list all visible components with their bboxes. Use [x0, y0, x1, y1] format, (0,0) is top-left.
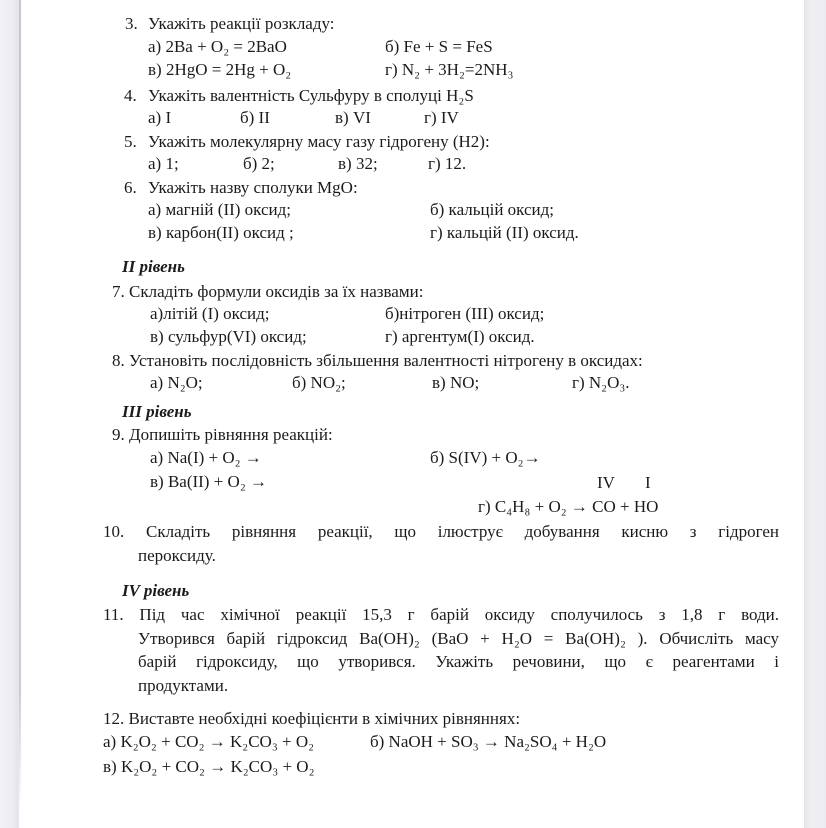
- question-8-option-v: в) NO;: [432, 373, 480, 392]
- question-4-title: Укажіть валентність Сульфуру в сполуці H₂S: [148, 86, 474, 105]
- question-8-option-g: г) N₂O₃.: [572, 373, 630, 392]
- question-3-option-g: г) N₂ + 3H₂=2NH₃: [385, 60, 514, 79]
- question-3-number: 3.: [125, 14, 138, 33]
- question-4-number: 4.: [124, 86, 137, 105]
- question-11-line-4: продуктами.: [138, 676, 229, 695]
- question-9-option-a: а) Na(I) + O₂ →: [150, 448, 262, 467]
- question-10-line-1: 10. Складіть рівняння реакції, що ілюструє добування кисню з гідроген: [103, 522, 779, 541]
- question-12-option-b: б) NaOH + SO₃ → Na₂SO₄ + H₂O: [370, 732, 607, 751]
- question-9-title: 9. Допишіть рівняння реакцій:: [112, 425, 333, 444]
- question-9-valence-i: I: [645, 473, 651, 492]
- question-12-title: 12. Виставте необхідні коефіцієнти в хімічних рівняннях:: [103, 709, 521, 728]
- level-4-heading: IV рівень: [122, 581, 190, 600]
- question-4-option-v: в) VI: [335, 108, 371, 127]
- question-3-option-b: б) Fe + S = FeS: [385, 37, 493, 56]
- question-12-option-v: в) K₂O₂ + CO₂ → K₂CO₃ + O₂: [103, 757, 315, 776]
- question-11-line-3: барій гідроксиду, що утворився. Укажіть речовини, що є реагентами і: [138, 652, 779, 671]
- question-4-option-g: г) IV: [424, 108, 459, 127]
- question-7-option-b: б)нітроген (III) оксид;: [385, 304, 545, 323]
- question-5-option-b: б) 2;: [243, 154, 275, 173]
- left-page-edge: [0, 0, 19, 828]
- question-9-option-g: г) C₄H₈ + O₂ → CO + HO: [478, 497, 659, 516]
- question-9-valence-iv: IV: [597, 473, 615, 492]
- question-8-title: 8. Установіть послідовність збільшення валентності нітрогену в оксидах:: [112, 351, 643, 370]
- question-7-option-v: в) сульфур(VI) оксид;: [150, 327, 307, 346]
- question-4-option-a: а) I: [148, 108, 172, 127]
- question-12-option-a: а) K₂O₂ + CO₂ → K₂CO₃ + O₂: [103, 732, 315, 751]
- question-6-title: Укажіть назву сполуки MgO:: [148, 178, 358, 197]
- question-7-option-g: г) аргентум(I) оксид.: [385, 327, 535, 346]
- question-8-option-b: б) NO₂;: [292, 373, 346, 392]
- right-page-edge: [804, 0, 826, 828]
- question-5-option-v: в) 32;: [338, 154, 378, 173]
- question-6-option-g: г) кальцій (II) оксид.: [430, 223, 579, 242]
- question-9-option-v: в) Ba(II) + O₂ →: [150, 472, 268, 491]
- question-11-line-2: Утворився барій гідроксид Ba(OH)₂ (BaO + H₂O = Ba(OH)₂ ). Обчисліть масу: [138, 629, 779, 648]
- question-11-line-1: 11. Під час хімічної реакції 15,3 г барій оксиду сполучилось з 1,8 г води.: [103, 605, 779, 624]
- question-6-option-b: б) кальцій оксид;: [430, 200, 555, 219]
- question-5-option-g: г) 12.: [428, 154, 467, 173]
- question-5-option-a: а) 1;: [148, 154, 179, 173]
- question-7-title: 7. Складіть формули оксидів за їх назвами:: [112, 282, 424, 301]
- question-7-option-a: а)літій (I) оксид;: [150, 304, 270, 323]
- question-5-title: Укажіть молекулярну масу газу гідрогену (H2):: [148, 132, 490, 151]
- question-3-title: Укажіть реакції розкладу:: [148, 14, 335, 33]
- question-10-line-2: пероксиду.: [138, 546, 216, 565]
- question-6-option-v: в) карбон(II) оксид ;: [148, 223, 294, 242]
- left-page-edge-line: [19, 0, 21, 812]
- question-4-option-b: б) II: [240, 108, 270, 127]
- question-3-option-v: в) 2HgO = 2Hg + O₂: [148, 60, 292, 79]
- question-6-option-a: а) магній (II) оксид;: [148, 200, 292, 219]
- question-5-number: 5.: [124, 132, 137, 151]
- level-3-heading: III рівень: [122, 402, 192, 421]
- question-3-option-a: а) 2Ba + O₂ = 2BaO: [148, 37, 287, 56]
- question-6-number: 6.: [124, 178, 137, 197]
- question-9-option-b: б) S(IV) + O₂→: [430, 448, 541, 467]
- level-2-heading: II рівень: [122, 257, 185, 276]
- question-8-option-a: а) N₂O;: [150, 373, 203, 392]
